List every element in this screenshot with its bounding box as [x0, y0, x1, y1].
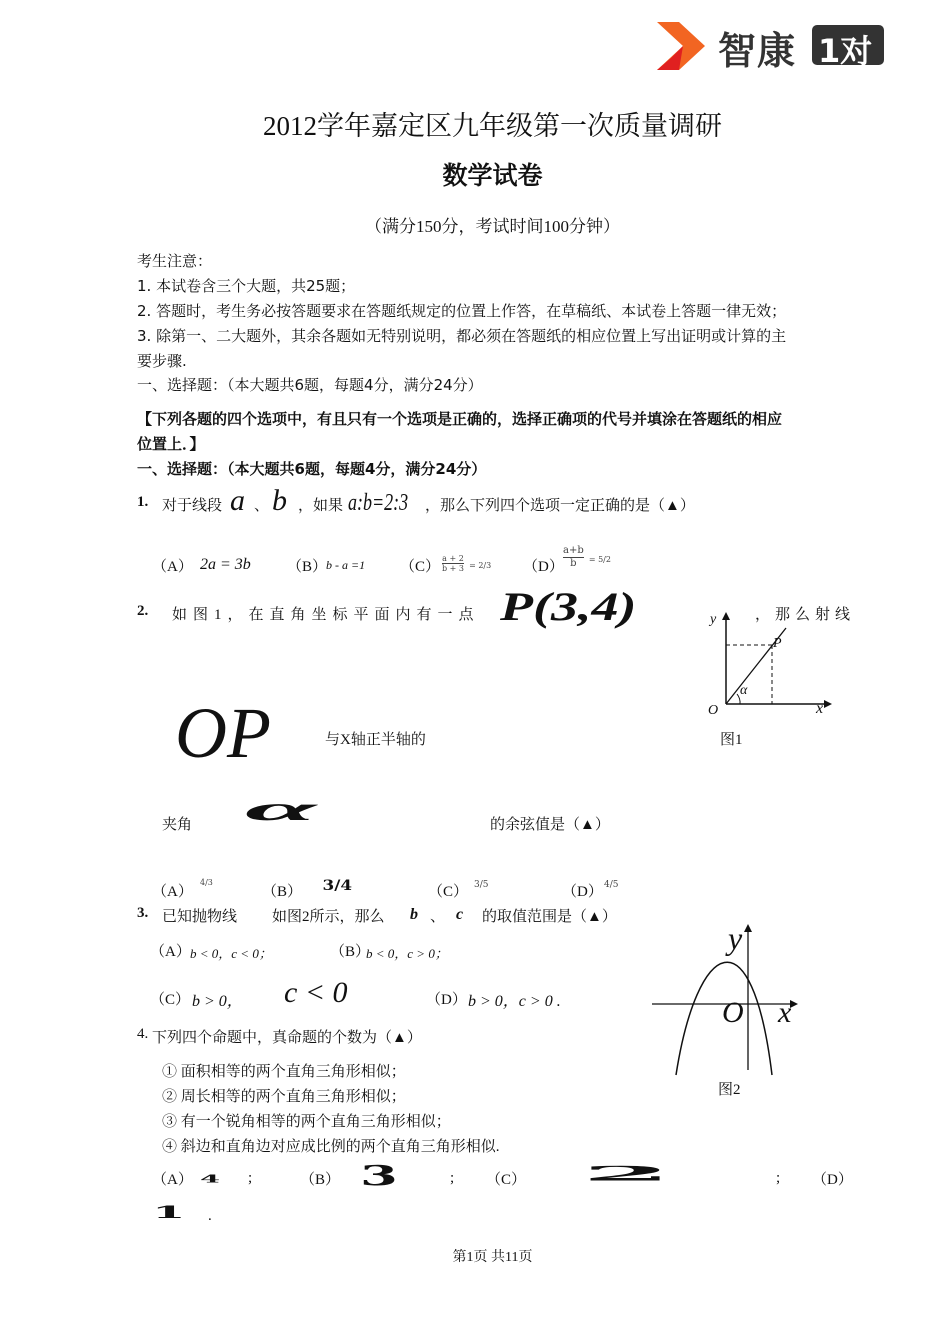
option-label: （D）: [812, 1172, 853, 1188]
option-label: （B）: [300, 1172, 341, 1188]
option-b: b - a =1: [326, 558, 366, 572]
fig2-x-label: x: [778, 996, 792, 1029]
instruction: 位置上．】: [137, 435, 205, 453]
option-label: （B）: [262, 884, 303, 900]
question-text: 下列四个命题中，真命题的个数为（▲）: [152, 1030, 422, 1046]
note-item: 3. 除第一、二大题外，其余各题如无特别说明，都必须在答题纸的相应位置上写出证明或计算的主: [137, 327, 787, 345]
question-text: 对于线段: [162, 498, 223, 514]
brand-badge: 1对1: [812, 25, 884, 65]
option-d: $\frac{a+b}{b}$ = 5/2: [563, 545, 611, 569]
fig1-x-label: x: [816, 700, 824, 717]
separator: .: [208, 1208, 212, 1224]
option-c-part2: c < 0: [284, 976, 348, 1009]
question-text: 与X轴正半轴的: [325, 732, 426, 748]
var-b: b: [272, 484, 287, 517]
question-number: 2.: [137, 603, 149, 619]
var-b: b: [410, 906, 418, 923]
page-footer: 第1页 共11页: [452, 1250, 533, 1265]
separator: ;: [248, 1170, 253, 1186]
proposition-item: ① 面积相等的两个直角三角形相似；: [162, 1064, 406, 1080]
question-text: 如图2所示，那么: [272, 909, 385, 925]
note-item: 要步骤.: [137, 352, 187, 370]
fig1-p-label: P: [773, 636, 782, 651]
option-d: b > 0，c > 0 .: [468, 993, 561, 1010]
option-label: （A）: [152, 884, 193, 900]
option-c: $\frac{a + 2}{b + 3}$ = 2/3: [442, 554, 492, 573]
fig1-origin-label: O: [708, 703, 719, 718]
question-text: 的余弦值是（▲）: [490, 817, 610, 833]
proposition-item: ④ 斜边和直角边对应成比例的两个直角三角形相似.: [162, 1139, 500, 1155]
exam-title: 2012学年嘉定区九年级第一次质量调研: [263, 111, 722, 141]
section-heading-bold: 一、选择题：（本大题共6题，每题4分，满分24分）: [137, 460, 487, 478]
section-heading: 一、选择题：（本大题共6题，每题4分，满分24分）: [137, 376, 483, 394]
var-a: a: [230, 484, 245, 517]
note-item: 1. 本试卷含三个大题，共25题；: [137, 277, 356, 295]
option-b: b < 0，c > 0；: [366, 946, 448, 961]
option-label: （D）: [562, 884, 603, 900]
note-item: 2. 答题时，考生务必按答题要求在答题纸规定的位置上作答，在草稿纸、本试卷上答题一律无效；: [137, 302, 787, 320]
var-c: c: [456, 906, 464, 923]
point-p: P(3,4): [500, 584, 637, 629]
question-text: 、: [254, 498, 270, 514]
question-number: 4.: [137, 1026, 149, 1042]
question-text: 夹角: [162, 817, 193, 833]
ratio-expression: a:b=2:3: [348, 490, 409, 516]
option-b: 3: [360, 1160, 398, 1192]
fig2-caption: 图2: [718, 1082, 741, 1098]
fig1-caption: 图1: [720, 732, 743, 748]
fig2-origin-label: O: [722, 996, 744, 1029]
question-number: 1.: [137, 494, 149, 510]
brand-logo-icon: [657, 22, 705, 70]
option-label: （D）: [523, 559, 564, 575]
brand-name: 智康: [718, 29, 797, 73]
fig2-y-label: y: [728, 920, 743, 956]
question-text: ，如果: [298, 498, 344, 514]
exam-subject: 数学试卷: [442, 163, 543, 190]
option-label: （C）: [150, 992, 191, 1008]
question-text: ，那么下列四个选项一定正确的是（▲）: [425, 498, 695, 514]
option-a: 2a = 3b: [200, 556, 251, 573]
angle-alpha: α: [245, 790, 317, 828]
option-c: 3/5: [474, 880, 489, 890]
option-b: 3/4: [322, 878, 353, 894]
question-text: ，那么射线: [755, 607, 856, 623]
instruction: 【下列各题的四个选项中，有且只有一个选项是正确的，选择正确项的代号并填涂在答题纸的相应: [137, 410, 783, 428]
option-label: （A）: [150, 944, 191, 960]
option-c: 2: [582, 1162, 672, 1186]
question-number: 3.: [137, 905, 149, 921]
proposition-item: ③ 有一个锐角相等的两个直角三角形相似；: [162, 1114, 451, 1130]
question-text: 、: [430, 909, 446, 925]
option-label: （B）: [330, 944, 371, 960]
figure-1-coordinate-plane: [684, 612, 834, 717]
question-text: 已知抛物线: [162, 909, 238, 925]
option-label: （B）: [287, 559, 328, 575]
question-text: 如图1，在直角坐标平面内有一点: [172, 607, 480, 623]
option-label: （C）: [428, 884, 469, 900]
option-label: （A）: [152, 1172, 193, 1188]
option-d: 1: [152, 1203, 186, 1223]
separator: ;: [776, 1170, 781, 1186]
option-label: （D）: [426, 992, 467, 1008]
ray-op: OP: [175, 693, 271, 773]
option-a: b < 0，c < 0；: [190, 946, 272, 961]
option-a: 4: [200, 1172, 221, 1186]
separator: ;: [450, 1170, 455, 1186]
proposition-item: ② 周长相等的两个直角三角形相似；: [162, 1089, 406, 1105]
option-label: （C）: [400, 559, 441, 575]
option-d: 4/5: [604, 880, 619, 890]
fig1-y-label: y: [710, 612, 717, 627]
option-label: （C）: [486, 1172, 527, 1188]
option-a: 4/3: [200, 878, 213, 887]
fig1-alpha-label: α: [740, 683, 748, 698]
option-c-part1: b > 0，: [192, 993, 243, 1010]
question-text: 的取值范围是（▲）: [482, 909, 617, 925]
exam-meta: （满分150分，考试时间100分钟）: [365, 217, 620, 236]
option-label: （A）: [152, 559, 193, 575]
notes-heading: 考生注意：: [137, 252, 213, 270]
